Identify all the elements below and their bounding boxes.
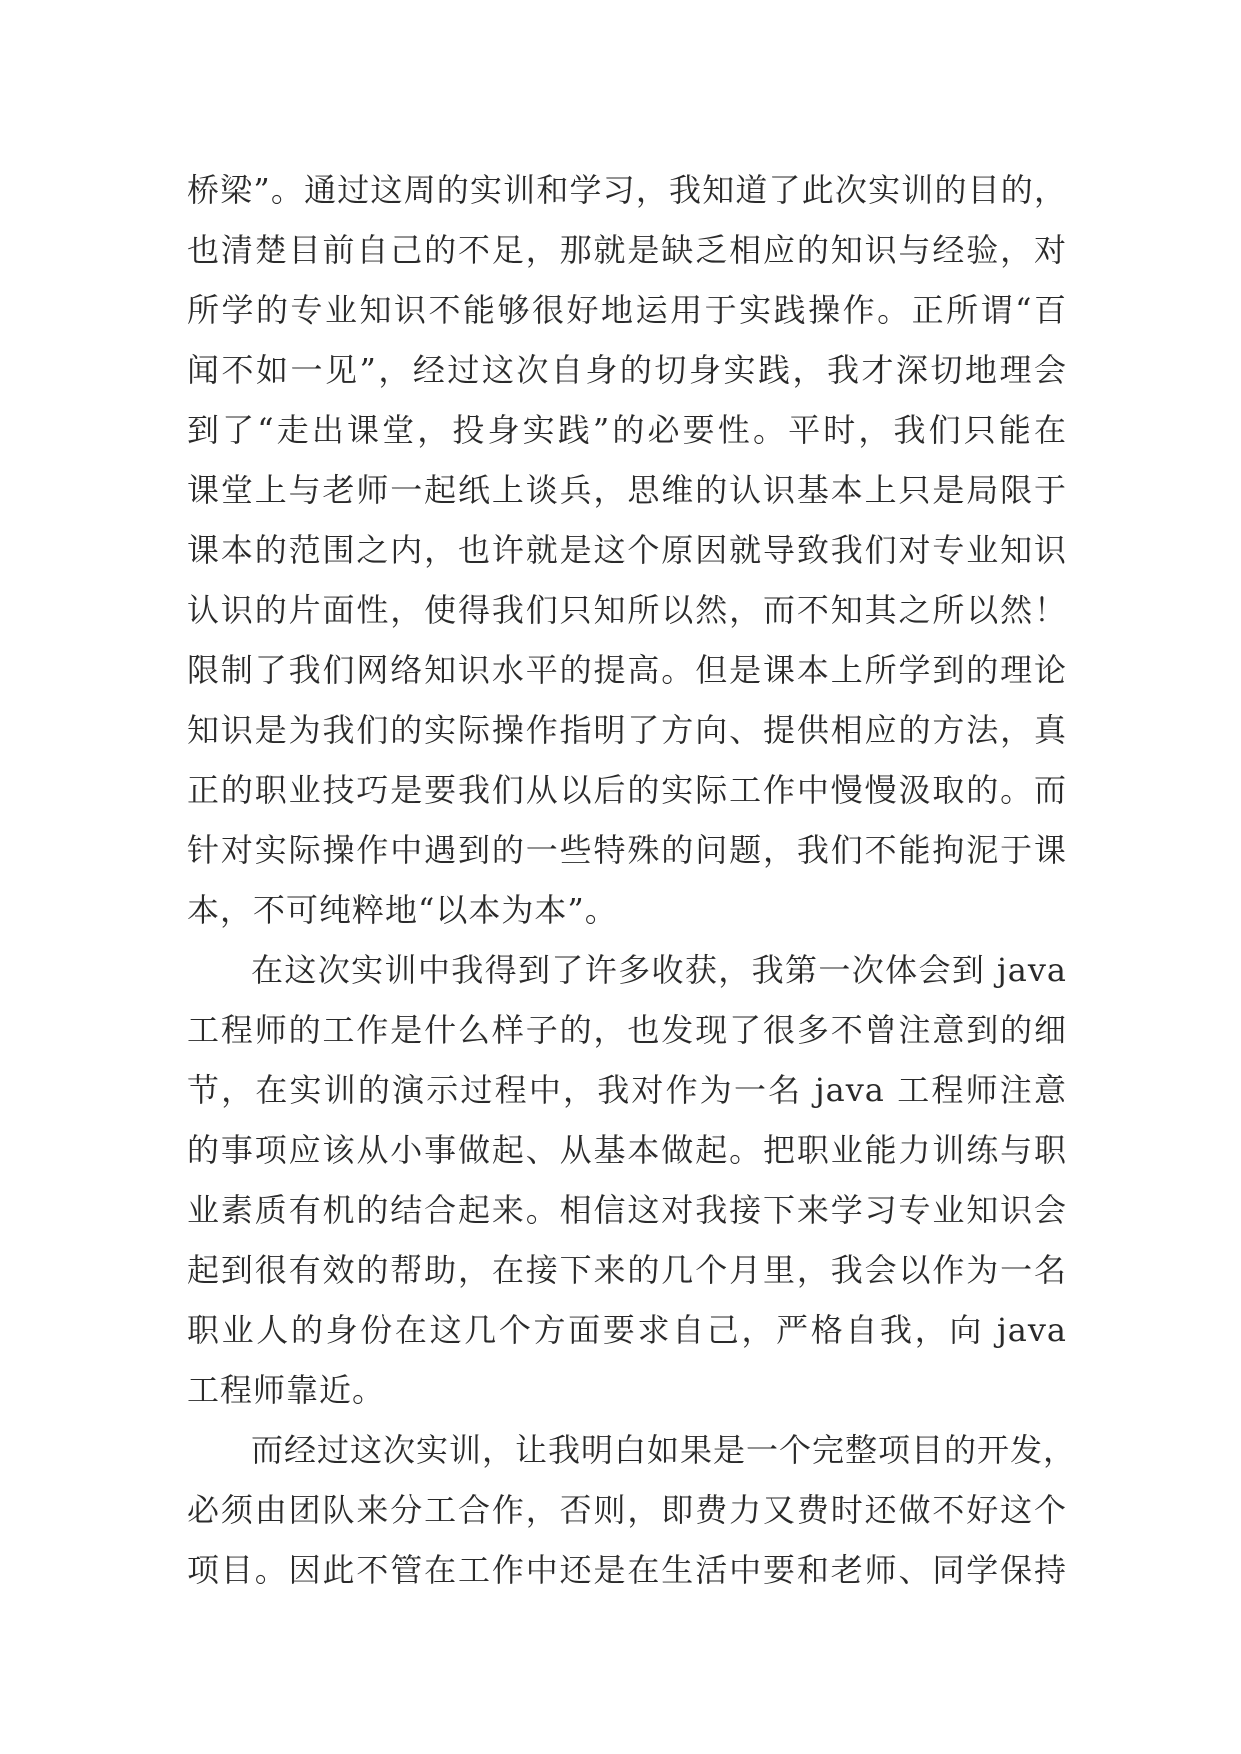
text-line: 正的职业技巧是要我们从以后的实际工作中慢慢汲取的。而 [187, 771, 1067, 809]
paragraph-1 [187, 160, 1067, 940]
text-line: 课本的范围之内，也许就是这个原因就导致我们对专业知识 [187, 531, 1067, 569]
text-line: 项目。因此不管在工作中还是在生活中要和老师、同学保持 [187, 1551, 1067, 1589]
text-line: 工程师靠近。 [187, 1371, 386, 1409]
text-line: 知识是为我们的实际操作指明了方向、提供相应的方法，真 [187, 711, 1067, 749]
paragraph-3 [187, 1420, 1077, 1600]
text-line: 针对实际操作中遇到的一些特殊的问题，我们不能拘泥于课 [187, 831, 1067, 869]
text-line: 起到很有效的帮助，在接下来的几个月里，我会以作为一名 [187, 1251, 1067, 1289]
text-line: 在这次实训中我得到了许多收获，我第一次体会到 java [251, 951, 1067, 989]
text-line: 闻不如一见”，经过这次自身的切身实践，我才深切地理会 [187, 351, 1067, 389]
text-line: 到了“走出课堂，投身实践”的必要性。平时，我们只能在 [187, 411, 1067, 449]
text-line: 的事项应该从小事做起、从基本做起。把职业能力训练与职 [187, 1131, 1067, 1169]
text-line: 课堂上与老师一起纸上谈兵，思维的认识基本上只是局限于 [187, 471, 1067, 509]
text-line: 节，在实训的演示过程中，我对作为一名 java 工程师注意 [187, 1071, 1067, 1109]
text-line: 必须由团队来分工合作，否则，即费力又费时还做不好这个 [187, 1491, 1067, 1529]
text-line: 本，不可纯粹地“以本为本”。 [187, 891, 618, 929]
text-line: 也清楚目前自己的不足，那就是缺乏相应的知识与经验，对 [187, 231, 1067, 269]
text-line: 职业人的身份在这几个方面要求自己，严格自我，向 java [187, 1311, 1067, 1349]
text-line: 所学的专业知识不能够很好地运用于实践操作。正所谓“百 [187, 291, 1067, 329]
text-line: 限制了我们网络知识水平的提高。但是课本上所学到的理论 [187, 651, 1067, 689]
text-line: 认识的片面性，使得我们只知所以然，而不知其之所以然！ [187, 591, 1067, 629]
text-line: 业素质有机的结合起来。相信这对我接下来学习专业知识会 [187, 1191, 1067, 1229]
body-text [187, 160, 1077, 1600]
text-line: 工程师的工作是什么样子的，也发现了很多不曾注意到的细 [187, 1011, 1067, 1049]
paragraph-2 [187, 940, 1067, 1420]
text-line: 而经过这次实训，让我明白如果是一个完整项目的开发， [251, 1431, 1077, 1469]
text-line: 桥梁”。通过这周的实训和学习，我知道了此次实训的目的， [187, 171, 1067, 209]
